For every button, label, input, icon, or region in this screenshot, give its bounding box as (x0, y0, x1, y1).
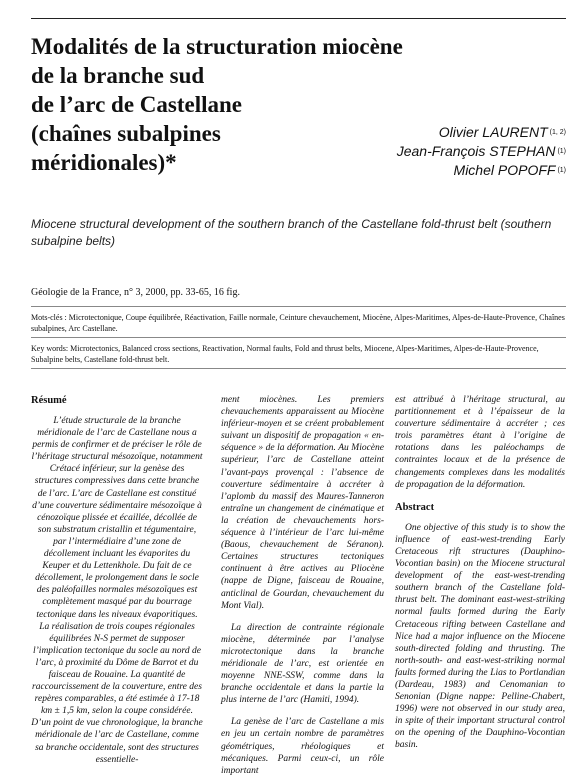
author (397, 142, 566, 161)
column-3 (395, 394, 565, 752)
author (397, 161, 566, 180)
column-1 (31, 394, 203, 766)
title-line: (chaînes subalpines (31, 121, 221, 146)
author (397, 123, 566, 142)
author-name: Michel POPOFF (453, 162, 556, 178)
author-name: Olivier LAURENT (438, 124, 548, 140)
resume-paragraph: L’étude structurale de la branche méridionale de l’arc de Castellane nous a permis de confirmer et de préciser le rôle de l’héritage structural mésozoïque, notamment Crétacé inférieur, sur la genèse des structures compressives dans cette branche de l’arc. L’arc de Castellane est constitué d’une couverture sédimentaire mésozoïque à cénozoïque plissée et écaillée, décollée de son substratum cristallin et tégumentaire, par l’intermédiaire d’une zone de décollement incluant les évaporites du Keuper et du Lettenkhole. Du fait de ce décollement, le prolongement dans le socle des paléofailles normales mésozoïques est complètement masqué par du bourrage tectonique dans les niveaux évaporitiques. La réalisation de trois coupes régionales équilibrées N-S permet de supposer l’implication tectonique du socle au nord de l’arc, à proximité du Dôme de Barrot et du faisceau de Rouaine. La quantité de raccourcissement de la couverture, entre des repères comparables, a été estimée à 17-18 km ± 1,5 km, selon la coupe considérée. D’un point de vue chronologique, la branche méridionale de l’arc de Castellane, comme sa branche occidentale, sont des structures essentielle- (31, 416, 203, 765)
resume-paragraph: La genèse de l’arc de Castellane a mis en jeu un certain nombre de paramètres géométriques, rhéologiques et mécaniques. Parmi ceux-ci, un rôle important (221, 717, 384, 776)
author-list (397, 123, 566, 180)
author-affiliation: (1) (557, 148, 566, 155)
article-title (31, 32, 403, 177)
title-line: de la branche sud (31, 63, 205, 88)
keywords-english: Key words: Microtectonics, Balanced cross sections, Reactivation, Normal faults, Fold and thrust belts, Miocene, Alpes-Maritimes, Alpes-de-Haute-Provence, Subalpine belts, Castellane fold-thrust belt. (31, 344, 539, 364)
abstract-heading: Abstract (395, 501, 435, 513)
title-line: de l’arc de Castellane (31, 92, 243, 117)
divider (31, 306, 566, 307)
author-name: Jean-François STEPHAN (396, 143, 556, 159)
title-line: méridionales)* (31, 150, 177, 175)
column-2 (221, 394, 384, 777)
author-affiliation: (1) (557, 167, 566, 174)
abstract-paragraph: One objective of this study is to show the influence of east-west-trending Early Cretaceous rift structures (Dauphino-Vocontian basin) on the Miocene structural development of the east-west-trending southern branch of the Castellane fold-thrust belt. The dominant east-west-striking normal faults formed during the Early Cretaceous rifting between Castellane and Nice had a major influence on the Miocene south-directed folding and thrusting. The north-south- and east-west-striking normal faults formed during the Lias to Portlandian (Dardeau, 1983) and Cenomanian to Senonian (Digne nappe: Pelline-Chabert, 1996) were not observed in our study area, in spite of their important structural control on the opening of the Dauphino-Vocontian basin. (395, 522, 565, 751)
author-affiliation: (1, 2) (549, 129, 566, 136)
resume-paragraph: La direction de contrainte régionale miocène, déterminée par l’analyse microtectonique dans la branche méridionale de l’arc, est orientée en moyenne NNE-SSW, comme dans la branche occidentale et dans la partie la plus interne de l’arc (Hamiti, 1994). (221, 622, 384, 706)
resume-paragraph: ment miocènes. Les premiers chevauchements apparaissent au Miocène inférieur-moyen et se créent probablement suivant un dispositif de propagation « en-séquence » de la déformation. Au Miocène supérieur, l’arc de Castellane atteint l’avant-pays provençal : l’absence de couverture sédimentaire à accréter à l’aplomb du massif des Maures-Tanneron entraîne un changement de cinématique et la création de chevauchements hors-séquence à l’intérieur de l’arc lui-même (Baous, chevauchement de Séranon). Certaines structures tectoniques continuent à être actives au Pliocène (nappe de Digne, faisceau de Rouaine, anticlinal de Gourdan, chevauchement du Mont Vial). (221, 395, 384, 611)
english-title: Miocene structural development of the southern branch of the Castellane fold-thrust belt (southern subalpine belts) (31, 217, 552, 248)
divider (31, 337, 566, 338)
keywords-french: Mots-clés : Microtectonique, Coupe équilibrée, Réactivation, Faille normale, Ceinture chevauchement, Miocène, Alpes-Maritimes, Alpes-de-Haute-Provence, Chaînes subalpines, Arc Castellane. (31, 313, 565, 333)
journal-citation: Géologie de la France, n° 3, 2000, pp. 33-65, 16 fig. (31, 287, 240, 298)
resume-paragraph: est attribué à l’héritage structural, au partitionnement et à l’épaisseur de la couverture sédimentaire à accréter ; ces trois paramètres étant à l’origine de rotations dans les paléochamps de contraintes locaux et de la présence de changements complexes dans les modalités de propagation de la déformation. (395, 395, 565, 490)
title-line: Modalités de la structuration miocène (31, 34, 403, 59)
resume-heading: Résumé (31, 395, 67, 406)
divider (31, 368, 566, 369)
top-rule (31, 18, 566, 19)
